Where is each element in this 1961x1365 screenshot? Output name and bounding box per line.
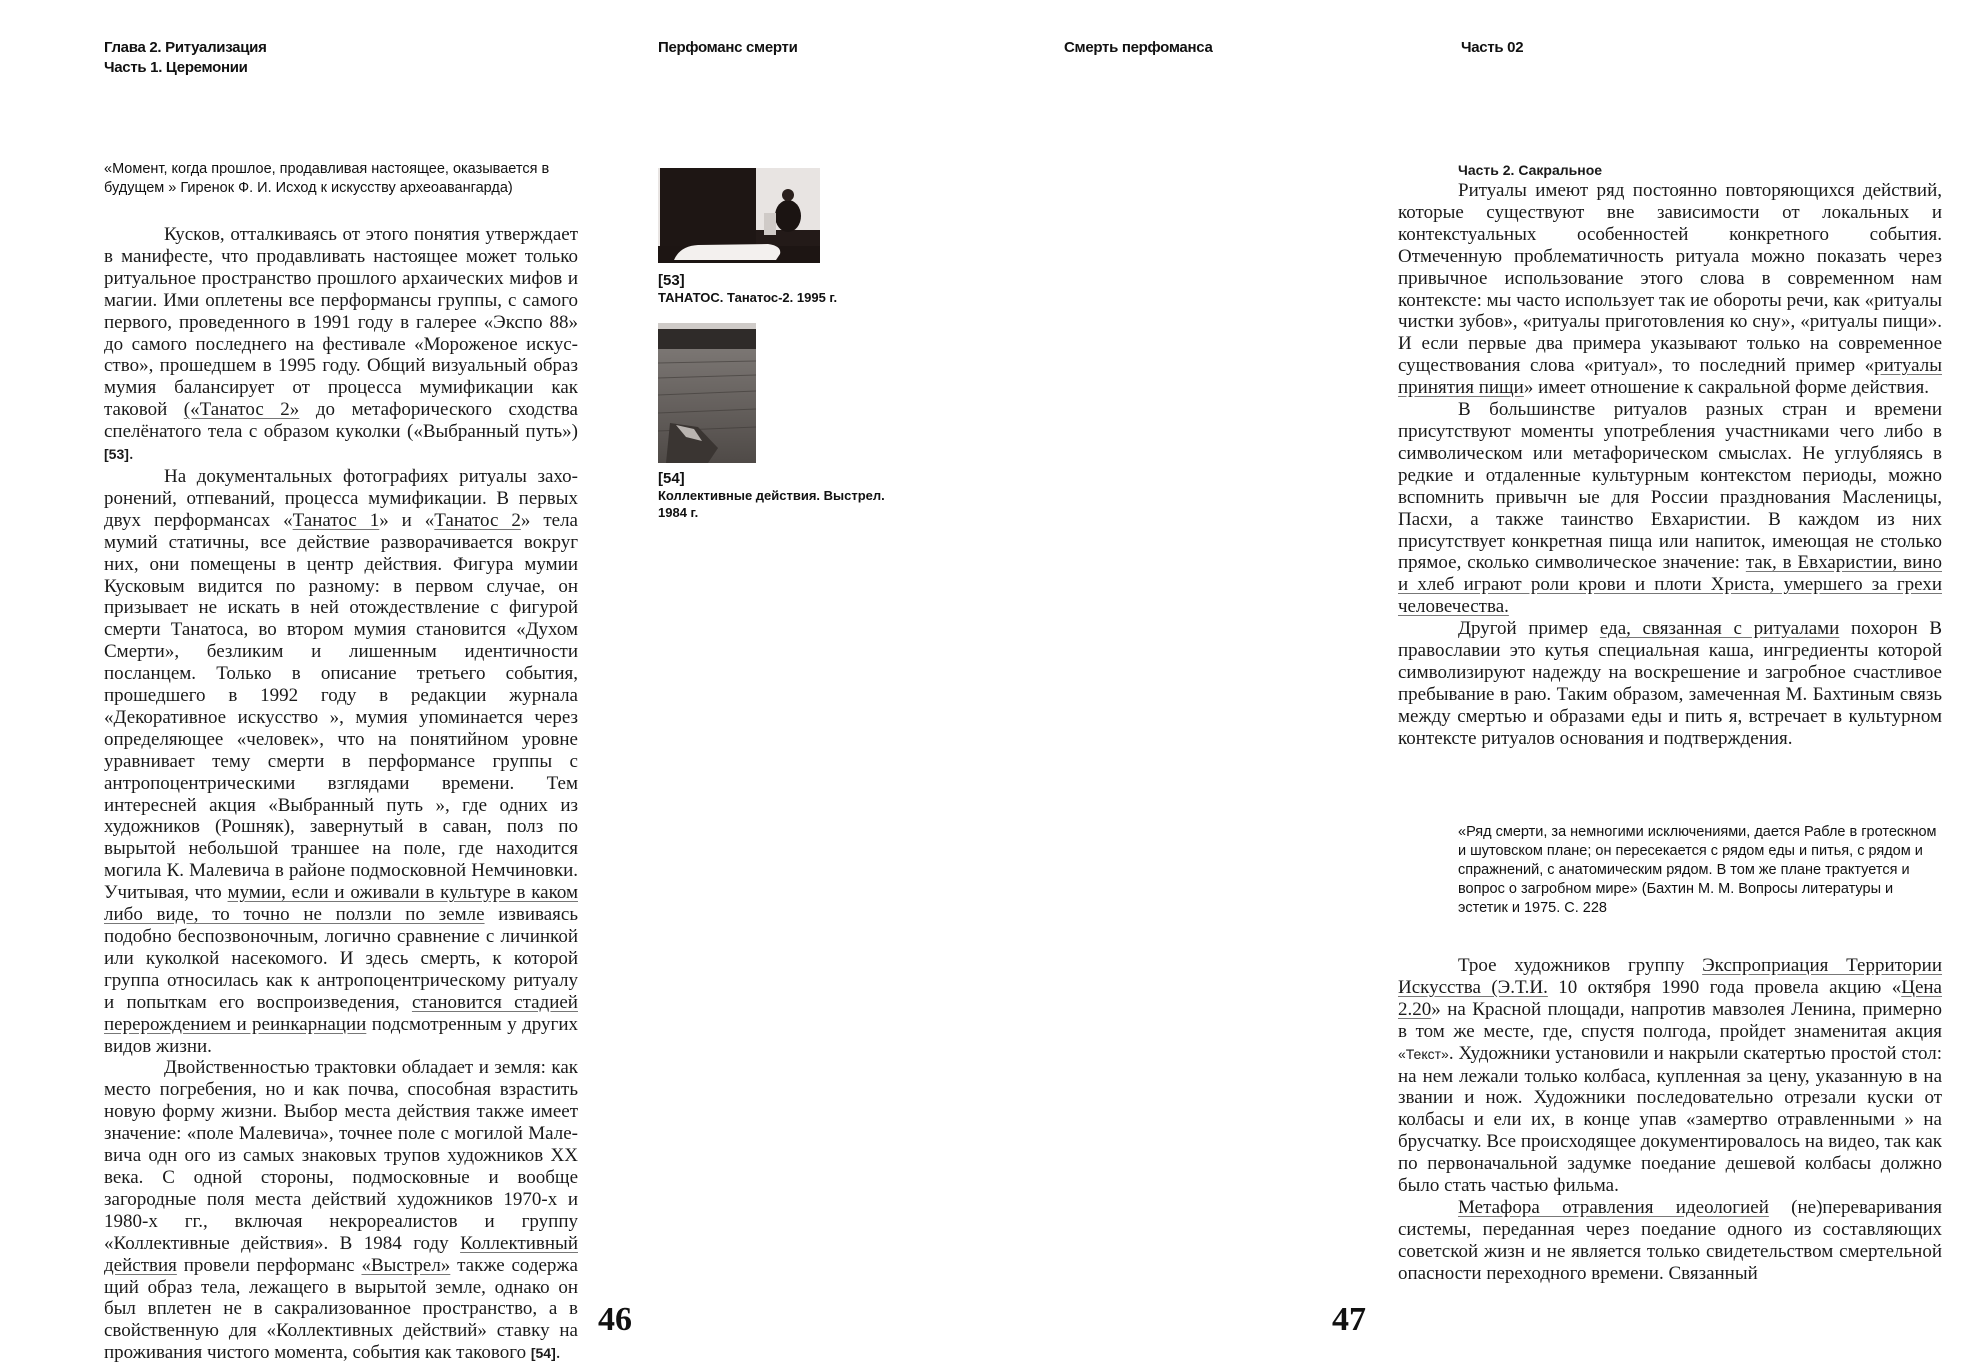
figure-53-image — [658, 168, 820, 263]
link-tanatos-1[interactable]: Танатос 1 — [292, 509, 380, 531]
link-ritual-food[interactable]: еда, связанная с ритуалами — [1599, 618, 1840, 640]
running-header-part-right: Часть 02 — [1461, 39, 1524, 56]
figure-54-caption-line2: 1984 г. — [658, 505, 699, 520]
running-header-chapter — [104, 38, 267, 78]
epigraph-right: «Ряд смерти, за немногими исключениями, дается Рабле в гротескном и шутовском плане; он пересекается с рядом еды и питья, с рядом и спражнений, с анатомическим рядом. В том же плане трактуется и вопрос о загробном мире» (Бахтин М. М. Вопросы литературы и эстетик и 1975. С. 228 — [1458, 824, 1937, 916]
figure-ref-54[interactable]: [54] — [530, 1345, 556, 1362]
figure-54-ref: [54] — [658, 470, 685, 487]
paragraph: Кусков, отталкиваясь от этого понятия утверждает в манифесте, что продавливать настоящее может только ритуальное пространство прошлого архаических мифов и магии. Ими оплетены все перформансы группы, с самого первого, проведенного в 1991 году в галерее «Экспо 88» до самого последнего на фестивале «Мороженое искусство», прошедшем в 1995 году. Общий визуальный образ мумия балансирует от процесса мумификации как таковой («Танатос 2» до метафорического сходства спелёнатого тела с образом куколки («Выбранный путь») [53]. — [104, 224, 578, 465]
chapter-title: Глава 2. Ритуализация — [104, 39, 267, 56]
paragraph: На документальных фотографиях ритуалы захоронений, отпеваний, процесса мумификации. В первых двух перформансах «Танатос 1» и «Танатос 2» тела мумий статичны, все действие разворачивается вокруг них, они помещены в центр действия. Фигура мумии Кусковым видится по разному: в первом случае, он призывает не искать в ней отождествление с фигурой смерти Танатоса, во втором мумия становится «Духом Смерти», безликим и лишенным идентичности посланцем. Только в описание третьего события, прошедшего в 1992 году в редакции журнала «Декоративное искусство », мумия упоминается через определяющее «человек», что на понятийном уровне уравнивает тему смерти в перформансе группы с антропоцентрическими взглядами времени. Тем интересней акция «Выбранный путь », где одних из художников (Рошняк), завернутый в саван, полз по вырытой небольшой траншее на поле, где находится могила К. Малевича в районе подмосковной Немчиновки. Учитывая, что мумии, если и оживали в культуре в каком либо виде, то точно не ползли по земле извиваясь подобно беспозвоночным, логично сравнение с личинкой или куколкой насекомого. И здесь смерть, к которой группа относилась как к антропоцентрическому ритуалу и попыткам его воспроизведения, становится стадией перерождением и реинкарнации подсмотренным у других видов жизни. — [104, 465, 579, 1057]
figure-53-ref: [53] — [658, 272, 685, 289]
link-food-rituals[interactable]: ритуалы принятия пищи — [1398, 355, 1942, 399]
paragraph: Двойственностью трактовки обладает и земля: как место погребения, но и как почва, способная взрастить новую форму жизни. Выбор места действия также имеет значение: «поле Малевича», точнее поле с могилой Малевича одн ого из самых знаковых трупов художников XX века. С одной стороны, подмосковные и вообще загородные поля места действий художников 1970-х и 1980-х гг., включая некрореалистов и группу «Коллективные действия». В 1984 году Коллективный действия провели перформанс «Выстрел» также содержа щий образ тела, лежащего в вырытой земле, однако он был вплетен не в сакрализованное пространство, а в свойственную для «Коллективных действий» ставку на проживания чистого момента, события как такового [54]. — [104, 1057, 578, 1364]
link-price-2-20[interactable]: Цена 2.20 — [1398, 976, 1942, 1020]
figure-54-image — [658, 323, 756, 463]
left-page-body — [104, 224, 578, 1365]
page-number-right: 47 — [1332, 1301, 1366, 1338]
running-header-title-left: Перфоманс смерти — [658, 39, 798, 56]
link-eucharist[interactable]: так, в Евхаристии, вино и хлеб играют роли крови и плоти Христа, умершего за грехи человечества. — [1398, 552, 1942, 618]
running-header-title-right: Смерть перфоманса — [1064, 39, 1213, 56]
link-collective-actions[interactable]: Коллективный действия — [104, 1232, 578, 1276]
figure-ref-53[interactable]: [53] — [104, 446, 129, 463]
figure-53-caption-text: ТАНАТОС. Танатос-2. 1995 г. — [658, 290, 838, 305]
page-number-left: 46 — [598, 1301, 632, 1338]
figure-54-caption-line1: Коллективные действия. Выстрел. — [658, 488, 885, 503]
photo-field-icon — [658, 323, 756, 463]
paragraph: Метафора отравления идеологией (не)переваривания системы, переданная через поедание одного из составляющих советской жизн и не является только свидетельством смертельной опасности переходного времени. Связанный — [1398, 1196, 1943, 1284]
figure-53-caption — [658, 272, 837, 306]
right-page-body — [1398, 160, 1942, 750]
link-poison-metaphor[interactable]: Метафора отравления идеологией — [1458, 1196, 1769, 1218]
section-subheading: Часть 2. Сакральное — [1458, 162, 1603, 178]
paragraph: Другой пример еда, связанная с ритуалами похорон В православии это кутья специальная каша, ингредиенты которой символизируют надежду на воскрешение и загробное счастливое пребывание в раю. Таким образом, замеченная М. Бахтиным связь между смертью и образами еды и пить я, встречает в культурном контексте ритуалов основания и подтверждения. — [1398, 618, 1942, 749]
link-mummies[interactable]: мумии, если и оживали в культуре в каком либо виде, то точно не ползли по земле — [104, 882, 578, 926]
action-text-label: «Текст» — [1398, 1045, 1449, 1062]
link-vystrel[interactable]: «Выстрел» — [361, 1254, 451, 1276]
link-rebirth[interactable]: становится стадией перерождением и реинкарнации — [104, 991, 578, 1035]
link-tanatos-2[interactable]: («Танатос 2» — [183, 399, 300, 421]
paragraph: В большинстве ритуалов разных стран и времени присутствуют моменты употребления участниками чего либо в символическом или метафорическом смыслах. Не углубляясь в редкие и отдаленные культурным контекстом периоды, можно вспомнить привычн ые для России празднования Масленицы, Пасхи, а также таинство Евхаристии. В каждом из них присутствует конкретная пища или напиток, имеющая не столько прямое, сколько символическое значение: так, в Евхаристии, вино и хлеб играют роли крови и плоти Христа, умершего за грехи человечества. — [1398, 399, 1942, 618]
paragraph: Ритуалы имеют ряд постоянно повторяющихся действий, которые существуют вне зависимости от локальных и контекстуальных особенностей конкретного события. Отмеченную проблематичность ритуала можно показать через привычное использование этого слова в современном нам контексте: мы часто использует так ие обороты речи, как «ритуалы чистки зубов», «ритуалы приготовления ко сну», «ритуалы пищи». И если первые два примера указывают только на современное существования слова «ритуал», то последний пример «ритуалы принятия пищи» имеет отношение к сакральной форме действия. — [1398, 180, 1942, 399]
epigraph-left: «Момент, когда прошлое, продавливая настоящее, оказывается в будущем » Гиренок Ф. И. Исход к искусству археоавангарда) — [104, 161, 550, 196]
part-title-left: Часть 1. Церемонии — [104, 59, 248, 76]
link-tanatos-2[interactable]: Танатос 2 — [434, 509, 521, 531]
photo-mummy-performance-icon — [658, 168, 820, 263]
right-page-body-continued — [1398, 955, 1942, 1285]
link-eti-group[interactable]: Экспроприация Территории Искусства (Э.Т.И. — [1398, 955, 1943, 998]
figure-54-caption — [658, 470, 885, 521]
paragraph: Трое художников группу Экспроприация Территории Искусства (Э.Т.И. 10 октября 1990 года провела акцию «Цена 2.20» на Красной площади, напротив мавзолея Ленина, примерно в том же месте, где, спустя полгода, пройдет знаменитая акция «Текст». Художники установили и накрыли скатертью простой стол: на нем лежали только колбаса, купленная за цену, указанную в на звании и нож. Художники последовательно отрезали куски от колбасы и ели их, в конце упав «замертво отравленными » на брусчатку. Все происходящее документировалось на видео, так как по первоначальной задумке поедание дешевой колбасы должно было стать частью фильма. — [1398, 955, 1943, 1197]
